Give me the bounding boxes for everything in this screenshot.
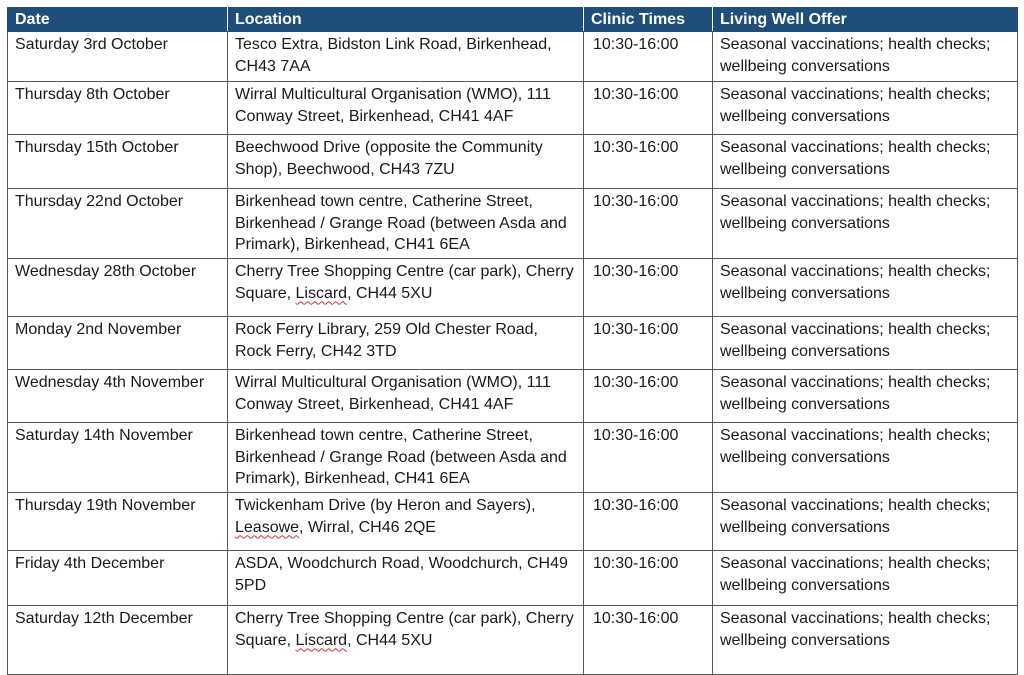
offer-cell: Seasonal vaccinations; health checks; wellbeing conversations xyxy=(713,551,1018,606)
clinic-time-cell: 10:30-16:00 xyxy=(584,82,713,135)
offer-cell: Seasonal vaccinations; health checks; wellbeing conversations xyxy=(713,32,1018,82)
table-header-row xyxy=(8,8,1018,32)
table-row xyxy=(8,493,1018,551)
date-cell: Saturday 3rd October xyxy=(8,32,228,82)
table-row xyxy=(8,551,1018,606)
location-cell xyxy=(228,259,584,317)
column-header-location: Location xyxy=(228,8,584,32)
date-cell: Monday 2nd November xyxy=(8,317,228,370)
location-text: , CH44 5XU xyxy=(347,631,433,649)
clinic-time-cell: 10:30-16:00 xyxy=(584,317,713,370)
table-row xyxy=(8,606,1018,675)
offer-cell: Seasonal vaccinations; health checks; wellbeing conversations xyxy=(713,259,1018,317)
date-cell: Thursday 8th October xyxy=(8,82,228,135)
clinic-time-cell: 10:30-16:00 xyxy=(584,259,713,317)
table-row xyxy=(8,317,1018,370)
clinic-time-cell: 10:30-16:00 xyxy=(584,32,713,82)
date-cell: Wednesday 4th November xyxy=(8,370,228,423)
location-cell: Rock Ferry Library, 259 Old Chester Road, Rock Ferry, CH42 3TD xyxy=(228,317,584,370)
date-cell: Wednesday 28th October xyxy=(8,259,228,317)
table-row xyxy=(8,189,1018,259)
column-header-clinic-times: Clinic Times xyxy=(584,8,713,32)
offer-cell: Seasonal vaccinations; health checks; wellbeing conversations xyxy=(713,606,1018,675)
table-row xyxy=(8,370,1018,423)
column-header-date: Date xyxy=(8,8,228,32)
clinic-time-cell: 10:30-16:00 xyxy=(584,423,713,493)
date-cell: Thursday 19th November xyxy=(8,493,228,551)
table-row xyxy=(8,32,1018,82)
date-cell: Friday 4th December xyxy=(8,551,228,606)
location-text: , Wirral, CH46 2QE xyxy=(299,518,436,536)
offer-cell: Seasonal vaccinations; health checks; wellbeing conversations xyxy=(713,370,1018,423)
offer-cell: Seasonal vaccinations; health checks; wellbeing conversations xyxy=(713,189,1018,259)
table-row xyxy=(8,259,1018,317)
offer-cell: Seasonal vaccinations; health checks; wellbeing conversations xyxy=(713,423,1018,493)
date-cell: Saturday 12th December xyxy=(8,606,228,675)
location-text: Cherry Tree Shopping Centre (car park), Cherry Square, xyxy=(235,610,574,649)
location-text: Twickenham Drive (by Heron and Sayers), xyxy=(235,497,536,514)
document-page xyxy=(7,7,1017,672)
offer-cell: Seasonal vaccinations; health checks; wellbeing conversations xyxy=(713,135,1018,189)
table-row xyxy=(8,423,1018,493)
clinic-time-cell: 10:30-16:00 xyxy=(584,493,713,551)
clinic-time-cell: 10:30-16:00 xyxy=(584,370,713,423)
column-header-living-well-offer: Living Well Offer xyxy=(713,8,1018,32)
date-cell: Thursday 22nd October xyxy=(8,189,228,259)
table-row xyxy=(8,82,1018,135)
clinic-time-cell: 10:30-16:00 xyxy=(584,551,713,606)
location-cell: Birkenhead town centre, Catherine Street, Birkenhead / Grange Road (between Asda and Primark), Birkenhead, CH41 6EA xyxy=(228,423,584,493)
clinic-time-cell: 10:30-16:00 xyxy=(584,606,713,675)
date-cell: Saturday 14th November xyxy=(8,423,228,493)
location-cell: Birkenhead town centre, Catherine Street, Birkenhead / Grange Road (between Asda and Primark), Birkenhead, CH41 6EA xyxy=(228,189,584,259)
offer-cell: Seasonal vaccinations; health checks; wellbeing conversations xyxy=(713,317,1018,370)
location-text: Cherry Tree Shopping Centre (car park), Cherry Square, xyxy=(235,263,574,302)
location-cell: Wirral Multicultural Organisation (WMO), 111 Conway Street, Birkenhead, CH41 4AF xyxy=(228,370,584,423)
clinic-time-cell: 10:30-16:00 xyxy=(584,189,713,259)
offer-cell: Seasonal vaccinations; health checks; wellbeing conversations xyxy=(713,493,1018,551)
spellcheck-flagged-word: Liscard xyxy=(295,631,348,649)
location-cell: ASDA, Woodchurch Road, Woodchurch, CH49 5PD xyxy=(228,551,584,606)
clinic-schedule-table xyxy=(7,7,1018,675)
location-cell: Tesco Extra, Bidston Link Road, Birkenhead, CH43 7AA xyxy=(228,32,584,82)
date-cell: Thursday 15th October xyxy=(8,135,228,189)
location-cell: Wirral Multicultural Organisation (WMO), 111 Conway Street, Birkenhead, CH41 4AF xyxy=(228,82,584,135)
location-cell xyxy=(228,606,584,675)
table-row xyxy=(8,135,1018,189)
offer-cell: Seasonal vaccinations; health checks; wellbeing conversations xyxy=(713,82,1018,135)
spellcheck-flagged-word: Liscard xyxy=(295,284,348,302)
location-text: , CH44 5XU xyxy=(347,284,433,302)
location-cell xyxy=(228,493,584,551)
location-cell: Beechwood Drive (opposite the Community Shop), Beechwood, CH43 7ZU xyxy=(228,135,584,189)
spellcheck-flagged-word: Leasowe xyxy=(235,518,300,536)
clinic-time-cell: 10:30-16:00 xyxy=(584,135,713,189)
